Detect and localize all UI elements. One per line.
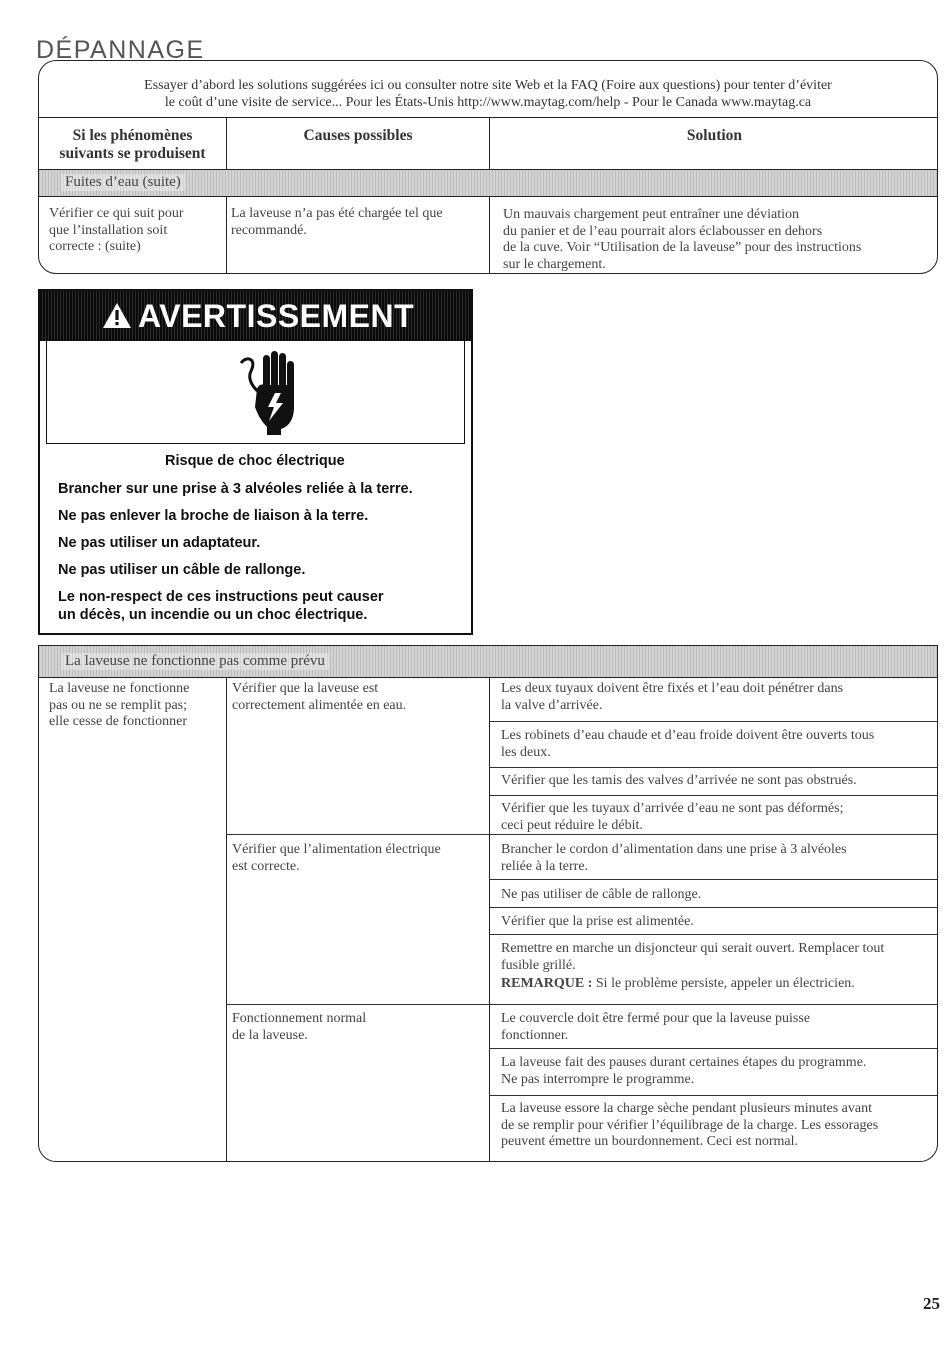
solution-line: Brancher le cordon d’alimentation dans une prise à 3 alvéoles [501,842,847,857]
leak-cause-line: La laveuse n’a pas été chargée tel que [231,206,443,221]
cause-power-supply [232,842,441,875]
warning-line: Le non-respect de ces instructions peut causer [58,589,384,605]
solution-line: de se remplir pour vérifier l’équilibrage de la charge. Les essorages [501,1117,879,1133]
intro-line-2: le coût d’une visite de service... Pour les États-Unis http://www.maytag.com/help - Pour le Canada www.maytag.ca [164,95,812,110]
column-divider [226,197,227,274]
cause-line: Vérifier que l’alimentation électrique [232,842,441,857]
header-causes-label: Causes possibles [303,127,413,144]
solution-line: Vérifier que les tamis des valves d’arrivée ne sont pas obstrués. [501,773,857,788]
leak-problem-line: correcte : (suite) [49,239,141,254]
intro-text [39,77,937,111]
cause-line: de la laveuse. [232,1027,308,1043]
cause-line: correctement alimentée en eau. [232,697,407,713]
warning-line: Brancher sur une prise à 3 alvéoles reliée à la terre. [58,481,413,497]
header-problem [39,117,226,169]
row-divider [226,1004,938,1005]
solution-line: Vérifier que la prise est alimentée. [501,914,694,929]
leak-solution-cell [503,207,861,273]
solution-line: La laveuse fait des pauses durant certaines étapes du programme. [501,1055,867,1070]
warning-line: Ne pas utiliser un adaptateur. [58,535,261,551]
solution-line: Le couvercle doit être fermé pour que la laveuse puisse [501,1011,811,1026]
solution-line: Ne pas interrompre le programme. [501,1071,695,1087]
solution-item [501,681,843,714]
solution-item [501,1055,866,1088]
warning-line: un décès, un incendie ou un choc électrique. [58,607,368,623]
remarque-line [501,976,884,993]
row-divider [489,795,938,796]
column-divider [489,678,490,1162]
section-band-leaks [39,169,937,197]
row-divider [489,1095,938,1096]
solution-line: la valve d’arrivée. [501,697,603,713]
header-problem-line1: Si les phénomènes [72,127,193,144]
column-divider [489,197,490,274]
header-solution-label: Solution [686,127,743,144]
intro-line-1: Essayer d’abord les solutions suggérées ici ou consulter notre site Web et la FAQ (Foire aux questions) pour tenter d’éviter [144,78,832,93]
warning-box [38,289,473,635]
leak-solution-line: sur le chargement. [503,256,606,272]
solution-line: fusible grillé. [501,957,576,973]
solution-item [501,1011,810,1044]
solution-line: fonctionner. [501,1027,569,1043]
electric-shock-hand-icon [237,349,301,435]
solution-item [501,773,857,790]
solution-item [501,801,843,834]
solution-line: Vérifier que les tuyaux d’arrivée d’eau ne sont pas déformés; [501,801,844,816]
remarque-text: Si le problème persiste, appeler un électricien. [592,976,855,991]
cause-line: est correcte. [232,858,300,874]
warning-title: AVERTISSEMENT [138,298,415,334]
leak-problem-cell [49,206,184,256]
solution-item [501,728,874,761]
solution-line: Les robinets d’eau chaude et d’eau froide doivent être ouverts tous [501,728,875,743]
problem-line: La laveuse ne fonctionne [49,681,190,696]
leak-problem-line: que l’installation soit [49,222,168,238]
leak-solution-line: du panier et de l’eau pourrait alors éclabousser en dehors [503,223,823,239]
row-divider [489,934,938,935]
remarque-label: REMARQUE : [501,976,593,991]
section-title-not-working: La laveuse ne fonctionne pas comme prévu [61,653,329,670]
leak-solution-line: Un mauvais chargement peut entraîner une déviation [503,207,799,222]
warning-triangle-icon [102,302,132,329]
solution-line: les deux. [501,744,551,760]
solution-item [501,914,694,931]
row-divider [489,907,938,908]
leak-problem-line: Vérifier ce qui suit pour [49,206,184,221]
warning-header [40,291,471,341]
row-divider [489,767,938,768]
row-divider [489,721,938,722]
cause-line: Fonctionnement normal [232,1011,367,1026]
solution-line: La laveuse essore la charge sèche pendant plusieurs minutes avant [501,1101,872,1116]
solution-line: Les deux tuyaux doivent être fixés et l’eau doit pénétrer dans [501,681,844,696]
header-problem-line2: suivants se produisent [59,145,206,162]
row-divider [489,1048,938,1049]
problem-cell [49,681,189,731]
row-divider [226,834,938,835]
solution-line: peuvent émettre un bourdonnement. Ceci est normal. [501,1134,799,1149]
warning-image-box [46,341,465,444]
page-title: DÉPANNAGE [36,36,205,64]
leak-cause-line: recommandé. [231,222,307,238]
solution-line: Ne pas utiliser de câble de rallonge. [501,887,702,902]
warning-line: Ne pas utiliser un câble de rallonge. [58,562,306,578]
leak-solution-line: de la cuve. Voir “Utilisation de la laveuse” pour des instructions [503,240,862,255]
leak-cause-cell [231,206,443,239]
warning-line: Ne pas enlever la broche de liaison à la terre. [58,508,369,524]
problem-line: pas ou ne se remplit pas; [49,697,188,713]
problem-line: elle cesse de fonctionner [49,714,187,729]
solution-line: Remettre en marche un disjoncteur qui serait ouvert. Remplacer tout [501,941,885,956]
solution-line: ceci peut réduire le débit. [501,817,643,833]
section-band-not-working [39,645,937,678]
warning-line-risk: Risque de choc électrique [165,453,345,469]
solution-item [501,941,884,993]
troubleshooting-table-bottom [38,645,938,1162]
cause-normal-operation [232,1011,366,1044]
troubleshooting-table-top [38,60,938,274]
solution-item [501,887,701,904]
solution-item [501,842,847,875]
solution-item [501,1101,878,1151]
row-divider [489,879,938,880]
header-solution [489,117,938,169]
solution-line: reliée à la terre. [501,858,589,874]
page-number: 25 [923,1294,940,1313]
column-divider [226,678,227,1162]
cause-line: Vérifier que la laveuse est [232,681,379,696]
header-causes [226,117,489,169]
section-title-leaks: Fuites d’eau (suite) [61,174,185,191]
cause-water-supply [232,681,406,714]
